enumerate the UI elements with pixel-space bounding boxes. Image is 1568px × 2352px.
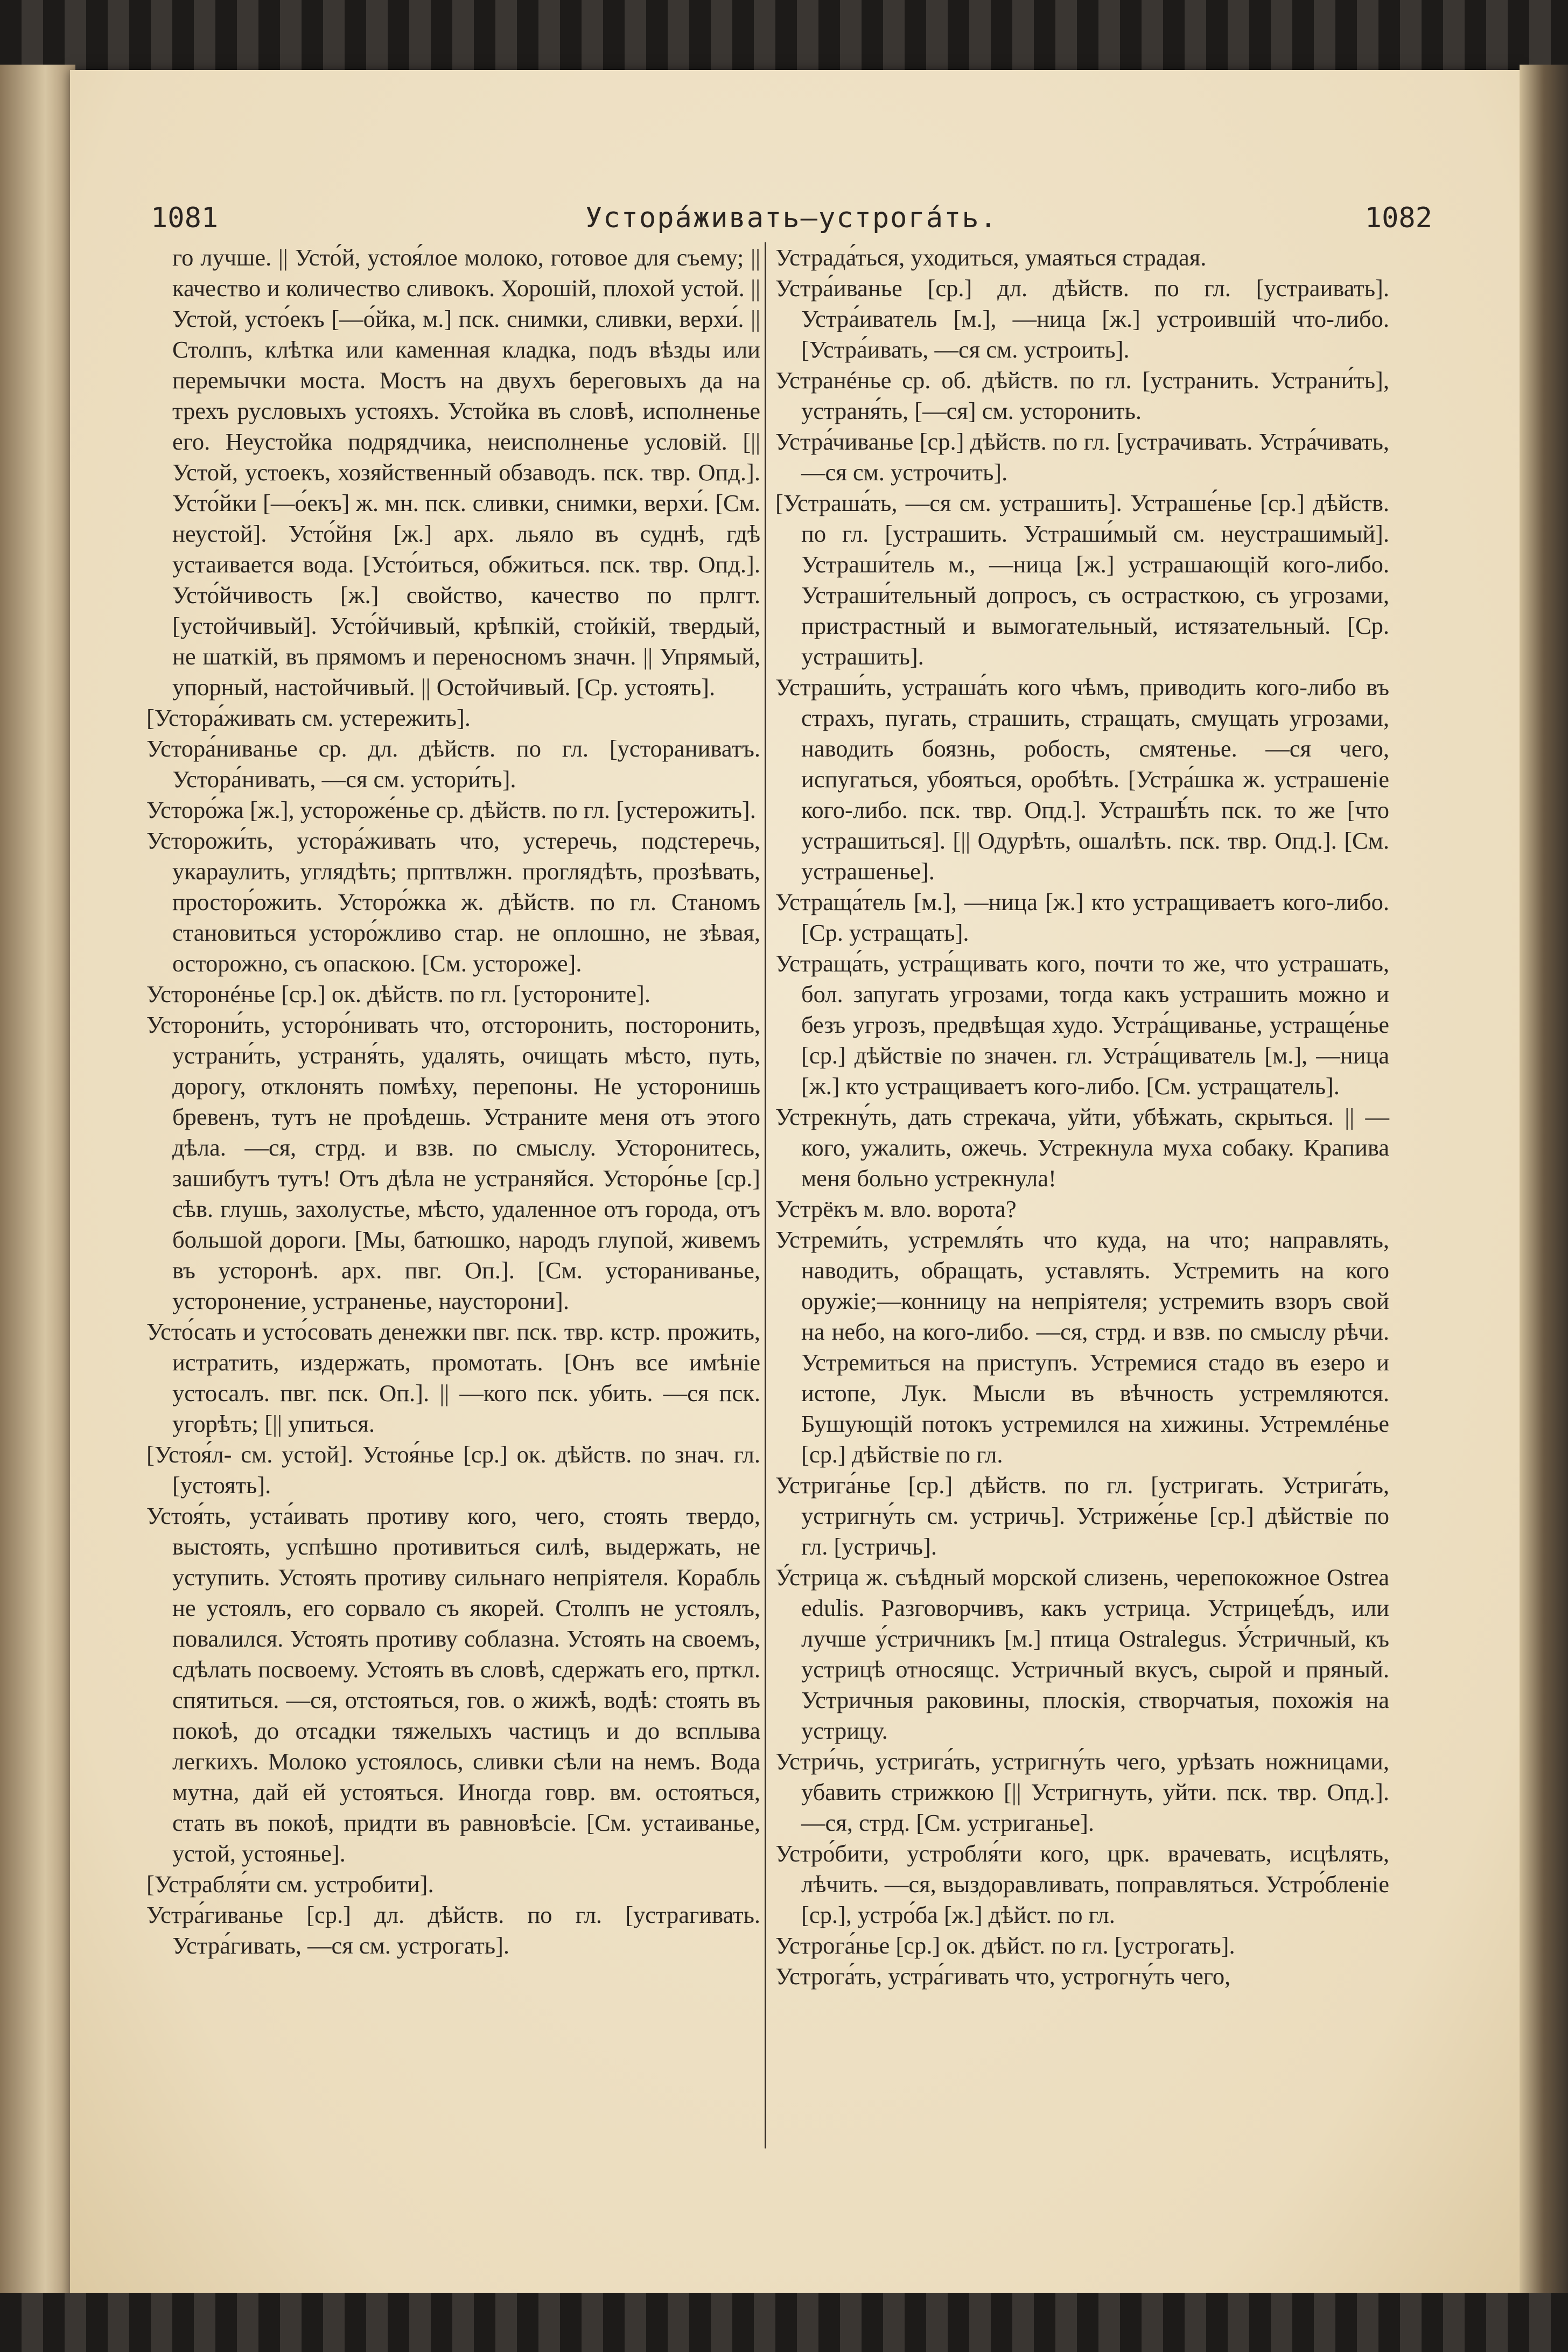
entry: Усторони́ть, усторо́нивать что, отсторонить, посторонить, устрани́ть, устраня́ть, удалять, очищать мѣсто, путь, дорогу, отклонять помѣху, перепоны. Не усторонишь бревенъ, тутъ не проѣдешь. Устраните меня отъ этого дѣла. —ся, стрд. и взв. по смыслу. Усторонитесь, зашибутъ тутъ! Отъ дѣла не устраняйся. Усторо́нье [ср.] сѣв. глушь, захолустье, мѣсто, удаленное отъ города, отъ большой дороги. [Мы, батюшко, народъ глупой, живемъ въ усторонѣ. арх. пвг. Оп.]. [См. устораниванье, усторонение, устраненье, наусторони].	[146, 1011, 760, 1314]
entry: Устрига́нье [ср.] дѣйств. по гл. [устригать. Устрига́ть, устригну́ть см. устричь]. Устриже́нье [ср.] дѣйствіе по гл. [устричь].	[775, 1472, 1389, 1560]
entry: Усто́сать и усто́совать денежки пвг. пск. твр. кстр. прожить, истратить, издержать, промотать. [Онъ все имѣніе устосалъ. пвг. пск. Оп.]. || —кого пск. убить. —ся пск. угорѣть; [|| упиться.	[146, 1318, 760, 1437]
entry: Устрога́ть, устра́гивать что, устрогну́ть чего,	[775, 1963, 1231, 1990]
entry: Устрёкъ м. вло. ворота?	[775, 1195, 1017, 1222]
entry: Устранéнье ср. об. дѣйств. по гл. [устранить. Устрани́ть], устраня́ть, [—ся] см. усторонить.	[775, 367, 1389, 424]
entry: Устора́ниванье ср. дл. дѣйств. по гл. [устораниватъ. Устора́нивать, —ся см. устори́ть].	[146, 735, 760, 793]
entry: Устрада́ться, уходиться, умаяться страдая.	[775, 244, 1207, 271]
entry: [Устоя́л- см. устой]. Устоя́нье [ср.] ок. дѣйств. по знач. гл. [устоять].	[146, 1441, 760, 1499]
right-page-number: 1082	[1364, 202, 1432, 234]
page-stack-edge	[1520, 65, 1568, 2310]
running-title: Устора́живать—устрога́ть.	[585, 202, 998, 234]
entry: Усторожи́ть, устора́живать что, устеречь, подстеречь, укараулить, углядѣть; прптвлжн. проглядѣть, прозѣвать, простор́ожить. Усторо́жка ж. дѣйств. по гл. Станомъ становиться усторо́жливо стар. не оплошно, не зѣвая, осторожно, съ опаскою. [См. устороже].	[146, 827, 760, 977]
entry: Устро́бити, устробля́ти кого, црк. врачевать, исцѣлять, лѣчить. —ся, выздоравливать, поправляться. Устро́бленіе [ср.], устро́ба [ж.] дѣйст. по гл.	[775, 1840, 1389, 1928]
entry: Устраща́ть, устра́щивать кого, почти то же, что устрашать, бол. запугать угрозами, тогда какъ устрашить можно и безъ угрозъ, предвѣщая худо. Устра́щиванье, устраще́нье [ср.] дѣйствіе по значен. гл. Устра́щиватель [м.], —ница [ж.] кто устращиваетъ кого-либо. [См. устращатель].	[775, 950, 1389, 1100]
entry: Усторонéнье [ср.] ок. дѣйств. по гл. [устороните].	[146, 981, 650, 1007]
entry: Устра́иванье [ср.] дл. дѣйств. по гл. [устраивать]. Устра́иватель [м.], —ница [ж.] устроившій что-либо. [Устра́ивать, —ся см. устроить].	[775, 275, 1389, 363]
left-page-number: 1081	[151, 202, 219, 234]
column-divider	[765, 242, 766, 2148]
page-header	[151, 194, 1432, 242]
entry: Устоя́ть, уста́ивать противу кого, чего, стоять твердо, выстоять, успѣшно противиться силѣ, выдержать, не уступить. Устоять противу сильнаго непріятеля. Корабль не устоялъ, его сорвало съ якорей. Столпъ не устоялъ, повалился. Устоять противу соблазна. Устоять на своемъ, сдѣлать посвоему. Устоять въ словѣ, сдержать его, прткл. спятиться. —ся, отстояться, гов. о жижѣ, водѣ: стоять въ покоѣ, до отсадки тяжелыхъ частицъ и до всплыва легкихъ. Молоко устоялось, сливки сѣли на немъ. Вода мутна, дай ей устояться. Иногда говр. вм. остояться, стать въ покоѣ, придти въ равновѣсіе. [См. устаиванье, устой, устоянье].	[146, 1502, 760, 1867]
entry: Устрога́нье [ср.] ок. дѣйст. по гл. [устрогать].	[775, 1932, 1235, 1959]
right-column	[775, 242, 1389, 1992]
entry: Устри́чь, устрига́ть, устригну́ть чего, урѣзать ножницами, убавить стрижкою [|| Устригнуть, уйти. пск. твр. Опд.]. —ся, стрд. [См. устриганье].	[775, 1748, 1389, 1836]
book-binding-top	[0, 0, 1568, 81]
entry: [Устора́живать см. устережить].	[146, 704, 471, 731]
entry: Устраши́ть, устраша́ть кого чѣмъ, приводить кого-либо въ страхъ, пугать, страшить, стращать, смущать угрозами, наводить боязнь, робость, смятенье. —ся чего, испугаться, убояться, оробѣть. [Устра́шка ж. устрашеніе кого-либо. пск. твр. Опд.]. Устрашѣ́ть пск. то же [что устрашиться]. [|| Одурѣть, ошалѣть. пск. твр. Опд.]. [См. устрашенье].	[775, 674, 1389, 885]
entry: У́стрица ж. съѣдный морской слизень, черепокожное Ostrea edulis. Разговорчивъ, какъ устрица. Устрицеѣ́дъ, или лучше у́стричникъ [м.] птица Ostralegus. У́стричный, къ устрицѣ относящс. Устричный вкусъ, сырой и пряный. Устричныя раковины, плоскія, створчатыя, похожія на устрицу.	[775, 1564, 1389, 1744]
entry: Устра́чиванье [ср.] дѣйств. по гл. [устрачивать. Устра́чивать, —ся см. устрочить].	[775, 428, 1389, 486]
book-binding-bottom	[0, 2293, 1568, 2352]
left-column	[146, 242, 760, 1961]
entry: Усторо́жа [ж.], устороже́нье ср. дѣйств. по гл. [устерожить].	[146, 796, 756, 823]
entry: [Устрабля́ти см. устробити].	[146, 1871, 434, 1898]
previous-page-edge	[0, 65, 75, 2305]
entry: Устреми́ть, устремля́ть что куда, на что; направлять, наводить, обращать, уставлять. Устремить на кого оружіе;—конницу на непріятеля; устремить взоръ свой на небо, на кого-либо. —ся, стрд. и взв. по смыслу рѣчи. Устремиться на приступъ. Устремися стадо въ езеро и истопе, Лук. Мысли въ вѣчность устремляются. Бушующій потокъ устремился на хижины. Устремлéнье [ср.] дѣйствіе по гл.	[775, 1226, 1389, 1468]
entry: го лучше. || Усто́й, устоя́лое молоко, готовое для съему; || качество и количество сливокъ. Хорошій, плохой устой. || Устой, усто́екъ [—о́йка, м.] пск. снимки, сливки, верхи́. || Столпъ, клѣтка или каменная кладка, подъ вѣзды или перемычки моста. Мостъ на двухъ береговыхъ да на трехъ русловыхъ устояхъ. Устойка въ словѣ, исполненье его. Неустойка подрядчика, неисполненье условій. [|| Устой, устоекъ, хозяйственный обзаводъ. пск. твр. Опд.]. Усто́йки [—о́екъ] ж. мн. пск. сливки, снимки, верхи́. [См. неустой]. Усто́йня [ж.] арх. льяло въ суднѣ, гдѣ устаивается вода. [Усто́иться, обжиться. пск. твр. Опд.]. Усто́йчивость [ж.] свойство, качество по прлгт. [устойчивый]. Усто́йчивый, крѣпкій, стойкій, твердый, не шаткій, въ прямомъ и переносномъ значн. || Упрямый, упорный, настойчивый. || Остойчивый. [Ср. устоять].	[172, 244, 760, 701]
entry: Устраща́тель [м.], —ница [ж.] кто устращиваетъ кого-либо. [Ср. устращать].	[775, 888, 1389, 946]
entry: [Устраша́ть, —ся см. устрашить]. Устраше́нье [ср.] дѣйств. по гл. [устрашить. Устраши́мый см. неустрашимый]. Устраши́тель м., —ница [ж.] устрашающій кого-либо. Устраши́тельный допросъ, съ острасткою, съ угрозами, пристрастный и вымогательный, истязательный. [Ср. устрашить].	[775, 489, 1389, 670]
entry: Устрекну́ть, дать стрекача, уйти, убѣжать, скрыться. || —кого, ужалить, ожечь. Устрекнула муха собаку. Крапива меня больно устрекнула!	[775, 1103, 1389, 1192]
entry: Устра́гиванье [ср.] дл. дѣйств. по гл. [устрагивать. Устра́гивать, —ся см. устрогать].	[146, 1901, 760, 1959]
